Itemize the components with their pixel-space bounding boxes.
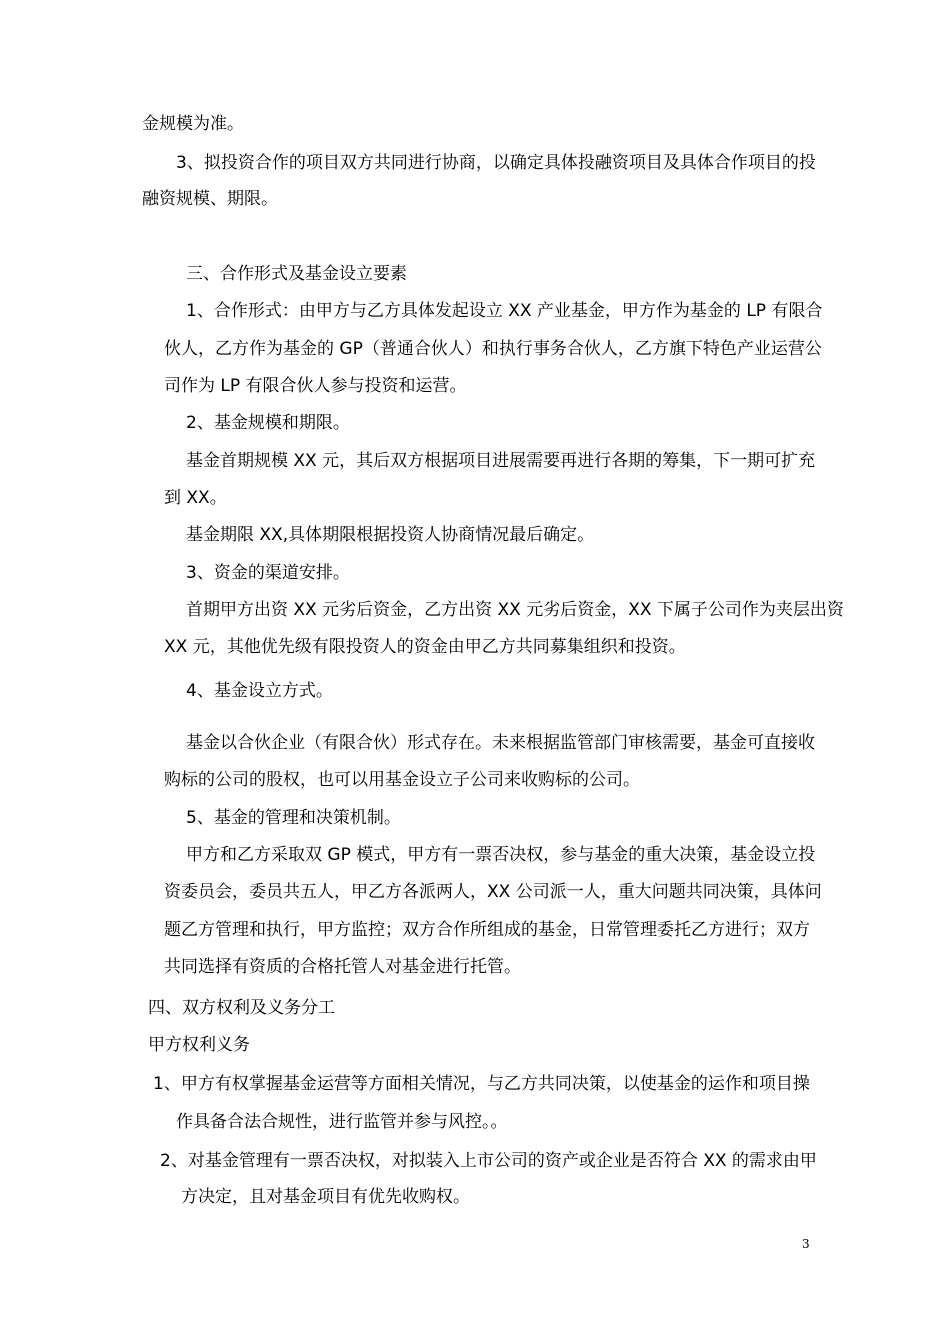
text-line: 2、对基金管理有一票否决权，对拟装入上市公司的资产或企业是否符合 XX 的需求由甲 (160, 1151, 817, 1171)
text-line: 基金期限 XX,具体期限根据投资人协商情况最后确定。 (186, 525, 595, 545)
text-line: 基金以合伙企业（有限合伙）形式存在。未来根据监管部门审核需要，基金可直接收 (186, 733, 815, 753)
text-line: 2、基金规模和期限。 (186, 413, 350, 433)
subsection-heading: 甲方权利义务 (148, 1035, 250, 1055)
text-line: 到 XX。 (164, 488, 227, 508)
text-line: 作具备合法合规性，进行监管并参与风控。。 (176, 1112, 508, 1132)
text-line: 4、基金设立方式。 (186, 681, 333, 701)
page-number: 3 (802, 1237, 810, 1251)
text-line: 金规模为准。 (142, 114, 244, 134)
text-line: 司作为 LP 有限合伙人参与投资和运营。 (164, 376, 467, 396)
text-line: 融资规模、期限。 (142, 189, 278, 209)
text-line: 题乙方管理和执行，甲方监控；双方合作所组成的基金，日常管理委托乙方进行；双方 (164, 920, 810, 940)
section-heading: 三、合作形式及基金设立要素 (186, 264, 407, 284)
text-line: 方决定，且对基金项目有优先收购权。 (181, 1187, 470, 1207)
text-line: 首期甲方出资 XX 元劣后资金，乙方出资 XX 元劣后资金，XX 下属子公司作为夹层出资 (186, 600, 844, 620)
text-line: 共同选择有资质的合格托管人对基金进行托管。 (164, 957, 521, 977)
text-line: 1、合作形式：由甲方与乙方具体发起设立 XX 产业基金，甲方作为基金的 LP 有限合 (186, 301, 823, 321)
text-line: 1、甲方有权掌握基金运营等方面相关情况，与乙方共同决策，以使基金的运作和项目操 (153, 1074, 810, 1094)
text-line: 基金首期规模 XX 元，其后双方根据项目进展需要再进行各期的筹集，下一期可扩充 (186, 451, 816, 471)
text-line: XX 元，其他优先级有限投资人的资金由甲乙方共同募集组织和投资。 (164, 637, 686, 657)
text-line: 3、资金的渠道安排。 (186, 563, 350, 583)
text-line: 3、拟投资合作的项目双方共同进行协商，以确定具体投融资项目及具体合作项目的投 (176, 153, 816, 173)
text-line: 资委员会，委员共五人，甲乙方各派两人，XX 公司派一人，重大问题共同决策，具体问 (164, 882, 822, 902)
text-line: 伙人，乙方作为基金的 GP（普通合伙人）和执行事务合伙人，乙方旗下特色产业运营公 (164, 339, 822, 359)
section-heading: 四、双方权利及义务分工 (148, 998, 335, 1018)
text-line: 甲方和乙方采取双 GP 模式，甲方有一票否决权，参与基金的重大决策，基金设立投 (186, 845, 816, 865)
text-line: 5、基金的管理和决策机制。 (186, 808, 401, 828)
text-line: 购标的公司的股权，也可以用基金设立子公司来收购标的公司。 (164, 770, 640, 790)
